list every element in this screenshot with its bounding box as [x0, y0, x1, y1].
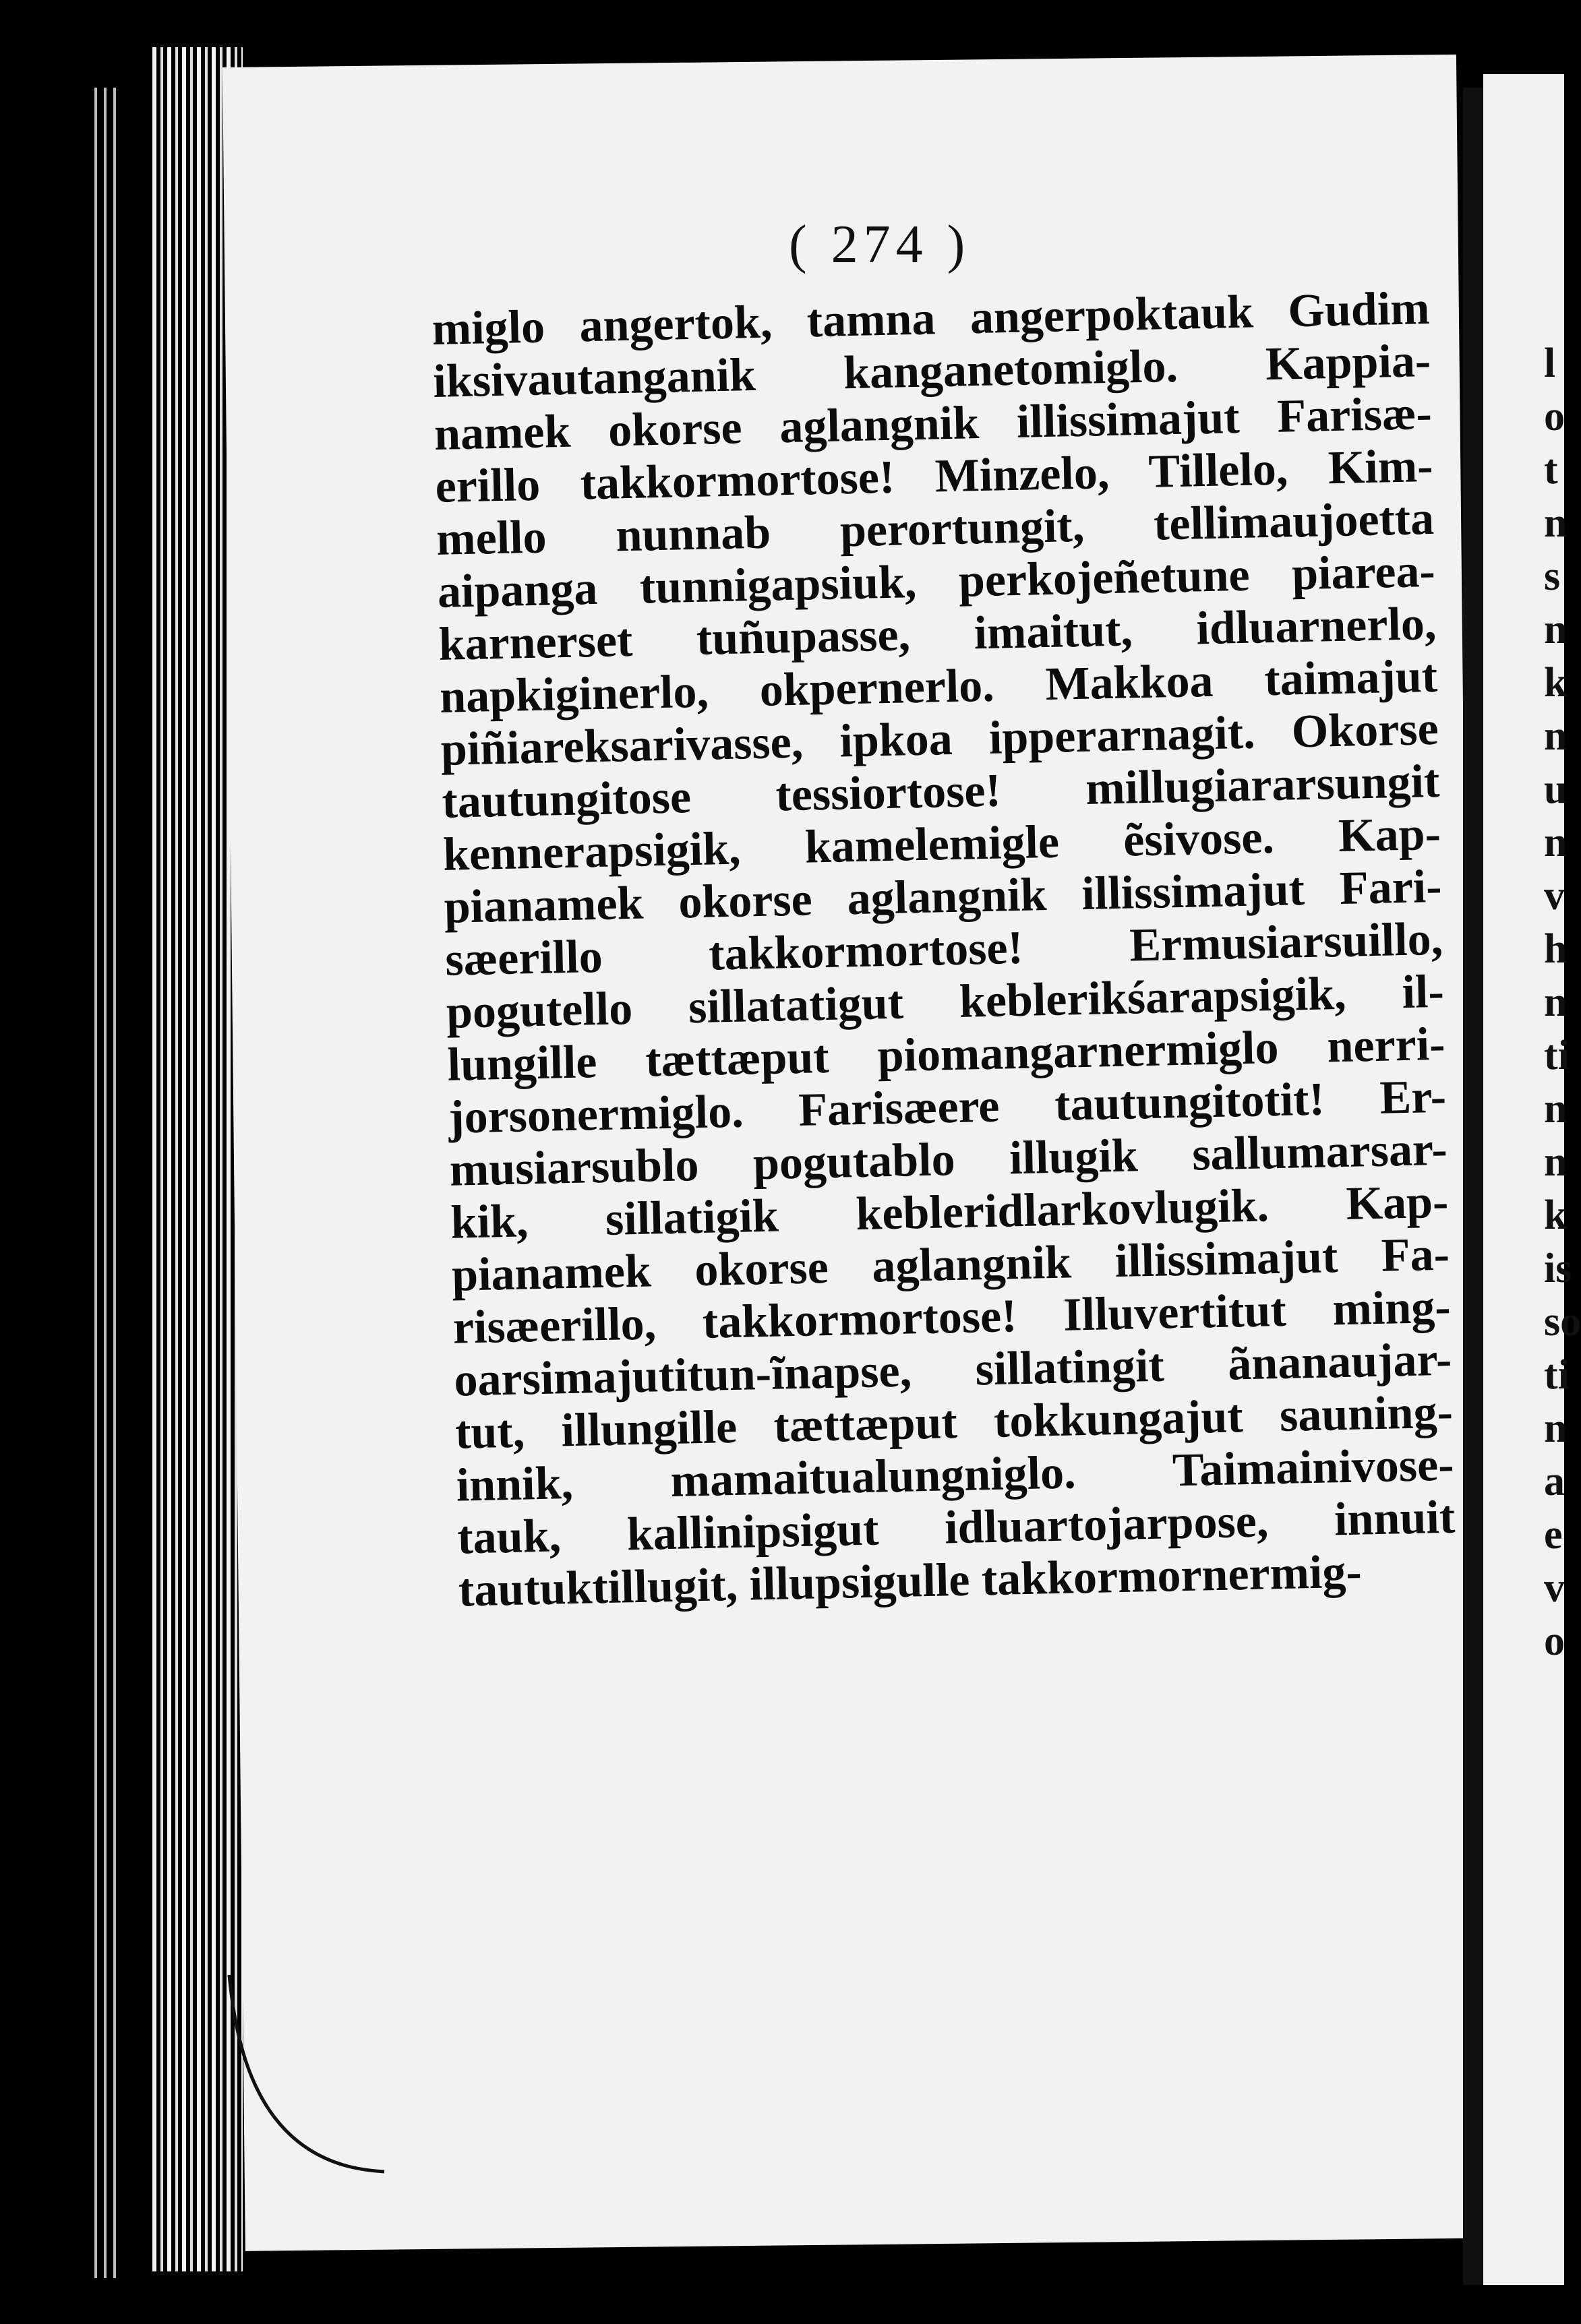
- text-line: risæerillo, takkormortose! Illuvertitut ming-: [452, 1281, 1452, 1354]
- book-edge-outer: [88, 88, 121, 2278]
- facing-page-letter: n: [1544, 713, 1568, 759]
- text-line: kik, sillatigik kebleridlarkovlugik. Kap-: [450, 1175, 1450, 1249]
- text-line: tautungitose tessiortose! millugiararsungit: [441, 755, 1440, 828]
- facing-page-letter: so: [1544, 1299, 1581, 1345]
- facing-page-letter: n: [1544, 607, 1568, 652]
- facing-page-letter: ti: [1544, 1033, 1570, 1078]
- text-line: jorsonermiglo. Farisæere tautungitotit! Er-: [448, 1070, 1447, 1144]
- facing-page-letter: n: [1544, 1405, 1568, 1451]
- facing-page-letter: t: [1544, 447, 1558, 493]
- facing-page-letter: k: [1544, 660, 1568, 706]
- text-line: aipanga tunnigapsiuk, perkojeñetune piarea-: [437, 545, 1436, 618]
- text-line: namek okorse aglangnik illissimajut Farisæ-: [434, 387, 1433, 460]
- text-line: lungille tættæput piomangarnermiglo nerri-: [446, 1018, 1446, 1091]
- facing-page-letter: v: [1544, 1565, 1565, 1611]
- text-line: miglo angertok, tamna angerpoktauk Gudim: [431, 282, 1431, 355]
- page-corner-mark: [216, 1968, 391, 2184]
- text-line: mello nunnab perortungit, tellimaujoetta: [436, 492, 1435, 565]
- text-line: piñiareksarivasse, ipkoa ipperarnagit. Okorse: [440, 702, 1439, 776]
- text-line: tauk, kallinipsigut idluartojarpose, innuit: [456, 1491, 1456, 1564]
- facing-page-letter: o: [1544, 394, 1565, 439]
- text-line: pianamek okorse aglangnik illissimajut Fari-: [443, 860, 1443, 934]
- text-line: kennerapsigik, kamelemigle ẽsivose. Kap-: [442, 807, 1441, 881]
- facing-page-letter: v: [1544, 873, 1565, 919]
- facing-page-letter: o: [1544, 1618, 1565, 1664]
- facing-page-letter: ti: [1544, 1352, 1570, 1398]
- text-line: napkiginerlo, okpernerlo. Makkoa taimajut: [439, 650, 1438, 723]
- facing-page-letter: n: [1544, 979, 1568, 1025]
- page-gutter: [1463, 88, 1483, 2285]
- text-line: innik, mamaitualungniglo. Taimainivose-: [455, 1438, 1455, 1512]
- facing-page-letter: n: [1544, 820, 1568, 865]
- facing-page-letter: k: [1544, 1192, 1568, 1238]
- page-number-header: ( 274 ): [789, 215, 971, 274]
- text-line: pogutello sillatatigut keblerikśarapsigik, il-: [446, 965, 1445, 1039]
- text-line: tut, illungille tættæput tokkungajut sauning-: [454, 1386, 1454, 1459]
- facing-page-letter: e: [1544, 1512, 1563, 1558]
- text-line: erillo takkormortose! Minzelo, Tillelo, Kim-: [434, 439, 1434, 513]
- facing-page-letters: [1544, 337, 1581, 1668]
- text-line: oarsimajutitun-ĩnapse, sillatingit ãnanaujar-: [453, 1333, 1452, 1407]
- text-line: musiarsublo pogutablo illugik sallumarsar-: [449, 1123, 1448, 1196]
- facing-page-letter: a: [1544, 1459, 1565, 1504]
- facing-page-letter: h: [1544, 926, 1568, 972]
- text-line: iksivautanganik kanganetomiglo. Kappia-: [432, 334, 1431, 408]
- facing-page-letter: n: [1544, 1086, 1568, 1132]
- text-line: pianamek okorse aglangnik illissimajut Fa-: [451, 1228, 1450, 1302]
- facing-page-letter: n: [1544, 500, 1568, 546]
- facing-page-letter: s: [1544, 553, 1561, 599]
- facing-page-letter: is: [1544, 1246, 1572, 1291]
- text-line: tautuktillugit, illupsigulle takkormornermig-: [458, 1546, 1363, 1617]
- facing-page-letter: l: [1544, 340, 1556, 386]
- text-line: sæerillo takkormortose! Ermusiarsuillo,: [444, 913, 1443, 986]
- facing-page-letter: u: [1544, 766, 1568, 812]
- facing-page-letter: n: [1544, 1139, 1568, 1185]
- page-body-text: [431, 282, 1457, 1618]
- text-line: karnerset tuñupasse, imaitut, idluarnerlo,: [438, 597, 1437, 671]
